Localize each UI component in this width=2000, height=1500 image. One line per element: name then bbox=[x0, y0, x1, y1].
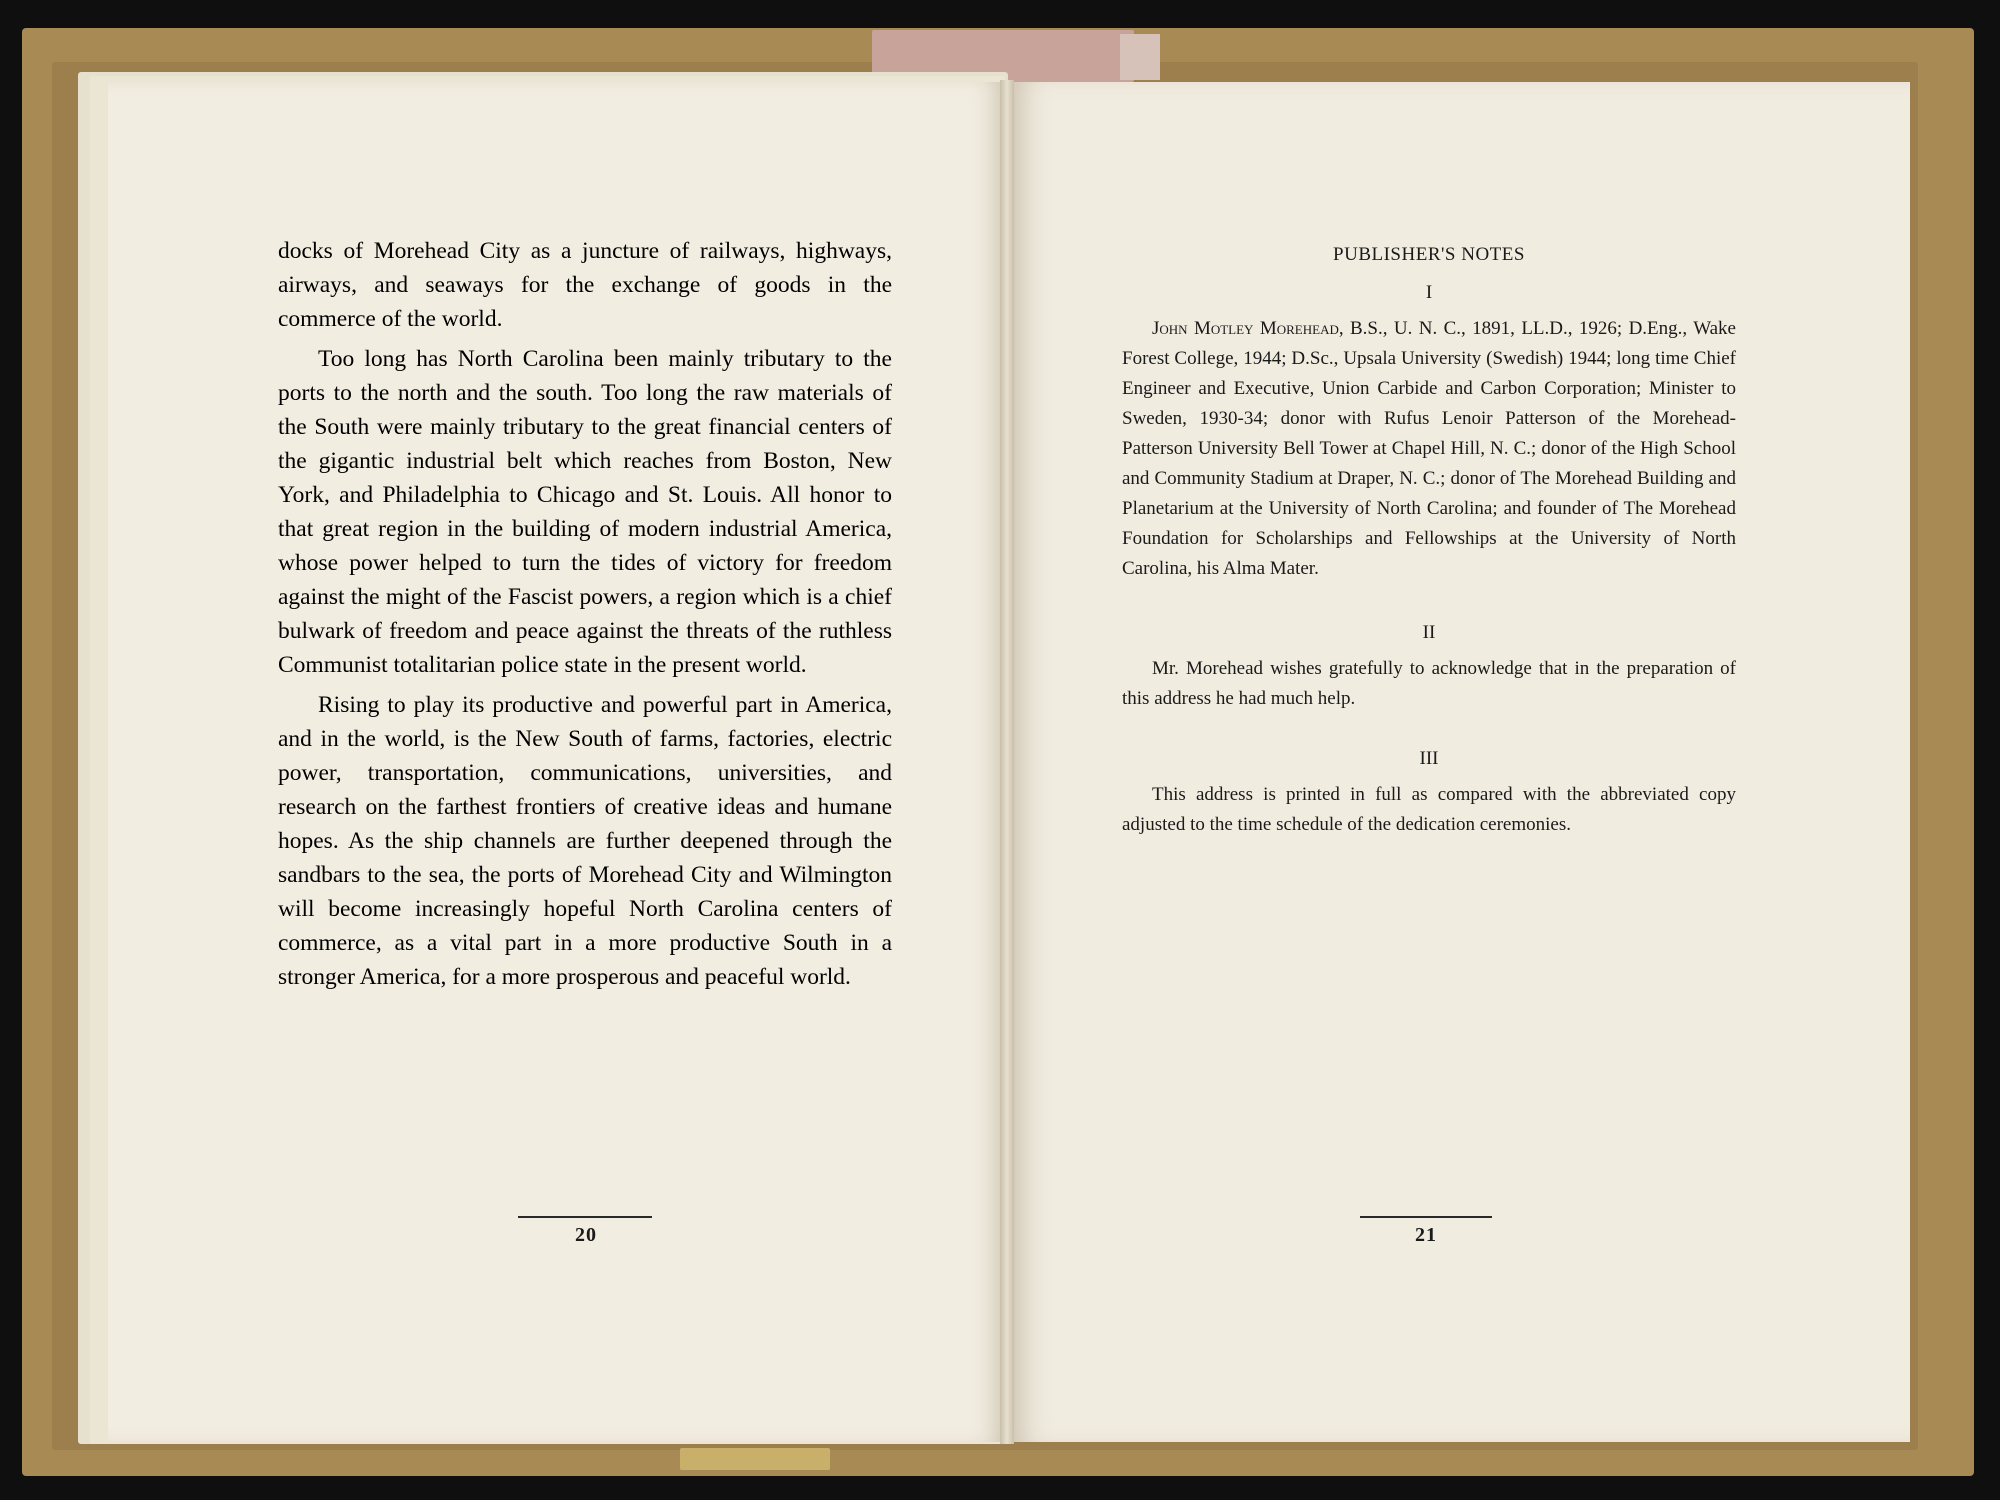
spine-label bbox=[680, 1448, 830, 1470]
note-numeral-2: II bbox=[1422, 622, 1436, 643]
left-paragraph-3: Rising to play its productive and powerful part in America, and in the world, is the New South of farms, factories, electric power, transportation, communications, universities, and research on the farthest frontiers of creative ideas and humane hopes. As the ship channels are further deepened through the sandbars to the sea, the ports of Morehead City and Wilmington will become increasingly hopeful North Carolina centers of commerce, as a vital part in a more productive South in a stronger America, for a more prosperous and peaceful world. bbox=[278, 692, 892, 990]
left-paragraph-2: Too long has North Carolina been mainly tributary to the ports to the north and the south. Too long the raw materials of the South were mainly tributary to the great financial centers of the gigantic industrial belt which reaches from Boston, New York, and Philadelphia to Chicago and St. Louis. All honor to that great region in the building of modern industrial America, whose power helped to turn the tides of victory for freedom against the might of the Fascist powers, a region which is a chief bulwark of freedom and peace against the threats of the ruthless Communist totalitarian police state in the present world. bbox=[278, 346, 892, 678]
notes-heading: PUBLISHER'S NOTES bbox=[1333, 244, 1525, 265]
book-spine bbox=[1000, 80, 1014, 1444]
right-folio-rule bbox=[1360, 1216, 1492, 1218]
note-numeral-1: I bbox=[1425, 282, 1433, 303]
note-2: Mr. Morehead wishes gratefully to acknowledge that in the preparation of this address he had much help. bbox=[1122, 658, 1736, 709]
right-page-number: 21 bbox=[1415, 1224, 1437, 1246]
publishers-notes bbox=[1122, 240, 1736, 870]
left-page-number: 20 bbox=[575, 1224, 597, 1246]
note-3: This address is printed in full as compared with the abbreviated copy adjusted to the time schedule of the dedication ceremonies. bbox=[1122, 784, 1736, 835]
note-1 bbox=[1122, 314, 1736, 584]
binding-ribbon-edge bbox=[1120, 34, 1160, 80]
left-paragraph-1: docks of Morehead City as a juncture of railways, highways, airways, and seaways for the exchange of goods in the commerce of the world. bbox=[278, 238, 892, 332]
note-numeral-3: III bbox=[1419, 748, 1439, 769]
left-folio-rule bbox=[518, 1216, 652, 1218]
left-page-body bbox=[278, 234, 892, 1000]
note-1-text: B.S., U. N. C., 1891, LL.D., 1926; D.Eng., Wake Forest College, 1944; D.Sc., Upsala University (Swedish) 1944; long time Chief Engineer and Executive, Union Carbide and Carbon Corporation; Minister to Sweden, 1930-34; donor with Rufus Lenoir Patterson of the Morehead-Patterson University Bell Tower at Chapel Hill, N. C.; donor of the High School and Community Stadium at Draper, N. C.; donor of The Morehead Building and Planetarium at the University of North Carolina; and founder of The Morehead Foundation for Scholarships and Fellowships at the University of North Carolina, his Alma Mater. bbox=[1122, 318, 1736, 579]
note-1-name: John Motley Morehead, bbox=[1152, 318, 1344, 339]
